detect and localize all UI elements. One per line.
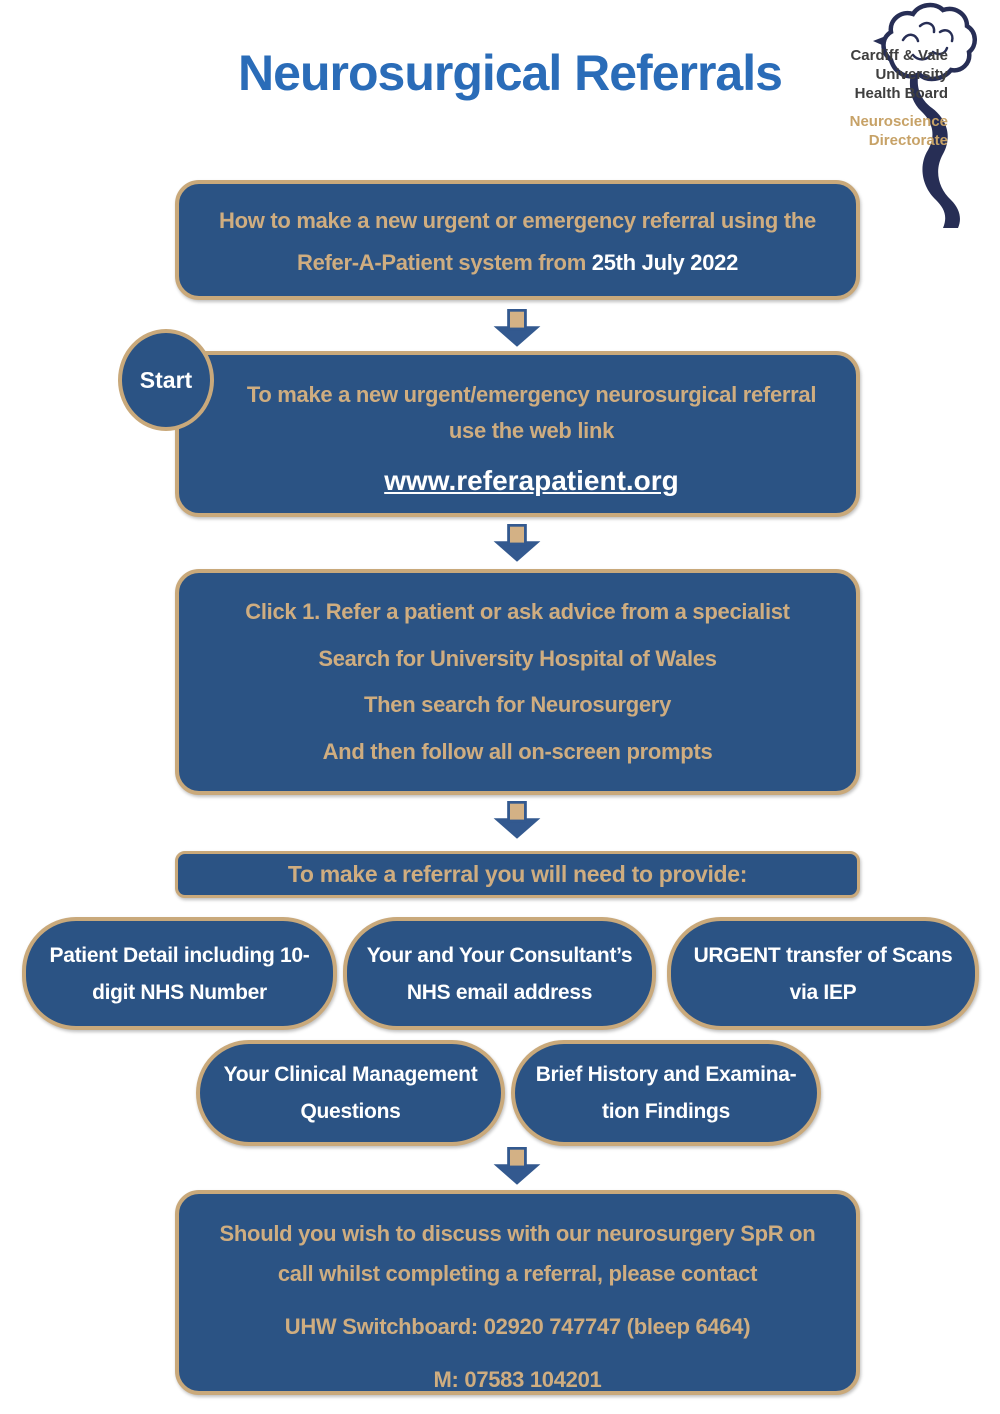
logo-dept-line: Neuroscience: [849, 113, 948, 130]
pill-line: Your and Your Consultant’s: [366, 943, 633, 967]
step-line: Click 1. Refer a patient or ask advice from a specialist: [245, 599, 790, 625]
referapatient-link[interactable]: www.referapatient.org: [384, 465, 679, 496]
pill-line: digit NHS Number: [92, 980, 267, 1004]
weblink-line-2: use the web link: [448, 418, 615, 443]
pill-urgent-scans: [667, 917, 979, 1030]
contact-box: [175, 1190, 860, 1395]
pill-line: URGENT transfer of Scans: [693, 943, 953, 967]
provide-bar-label: To make a referral you will need to provide:: [287, 861, 748, 887]
start-badge: [118, 329, 214, 431]
pill-line: tion Findings: [602, 1100, 730, 1123]
logo-text: [828, 46, 948, 150]
down-arrow-icon: [488, 1147, 546, 1187]
logo-org-line: University: [875, 66, 948, 83]
pill-line: Patient Detail including 10-: [49, 943, 310, 967]
pill-nhs-email: [343, 917, 656, 1030]
weblink-box: [175, 351, 860, 517]
page-title: Neurosurgical Referrals: [238, 45, 782, 101]
intro-line-2-plain: Refer-A-Patient system from: [296, 250, 592, 275]
start-label: Start: [139, 366, 193, 393]
pill-line: via IEP: [789, 980, 857, 1004]
down-arrow-icon: [488, 801, 546, 841]
pill-line: NHS email address: [406, 980, 593, 1004]
contact-line-2: call whilst completing a referral, please contact: [277, 1261, 758, 1286]
steps-box: [175, 569, 860, 795]
logo-org-line: Cardiff & Vale: [850, 47, 948, 64]
down-arrow-icon: [488, 524, 546, 564]
intro-box: [175, 180, 860, 300]
pill-line: Questions: [300, 1100, 401, 1123]
pill-history-findings: [511, 1040, 821, 1146]
pill-patient-detail: [22, 917, 337, 1030]
pill-line: Your Clinical Management: [223, 1063, 478, 1086]
contact-mobile: M: 07583 104201: [433, 1367, 602, 1392]
intro-line-2: [179, 242, 856, 284]
contact-line-1: Should you wish to discuss with our neurosurgery SpR on: [219, 1221, 816, 1246]
pill-line: Brief History and Examina-: [535, 1063, 797, 1086]
weblink-line-1: To make a new urgent/emergency neurosurgical referral: [246, 382, 817, 407]
down-arrow-icon: [488, 309, 546, 349]
provide-bar: [175, 851, 860, 898]
step-line: Then search for Neurosurgery: [363, 692, 672, 718]
intro-line-1: How to make a new urgent or emergency referral using the: [219, 208, 816, 233]
contact-switchboard: UHW Switchboard: 02920 747747 (bleep 6464): [284, 1314, 751, 1339]
pill-clinical-questions: [196, 1040, 505, 1146]
logo-org-line: Health Board: [854, 85, 948, 102]
intro-date-highlight: 25th July 2022: [591, 250, 739, 275]
logo-dept-line: Directorate: [868, 132, 948, 149]
step-line: And then follow all on-screen prompts: [322, 738, 713, 764]
step-line: Search for University Hospital of Wales: [318, 645, 717, 671]
